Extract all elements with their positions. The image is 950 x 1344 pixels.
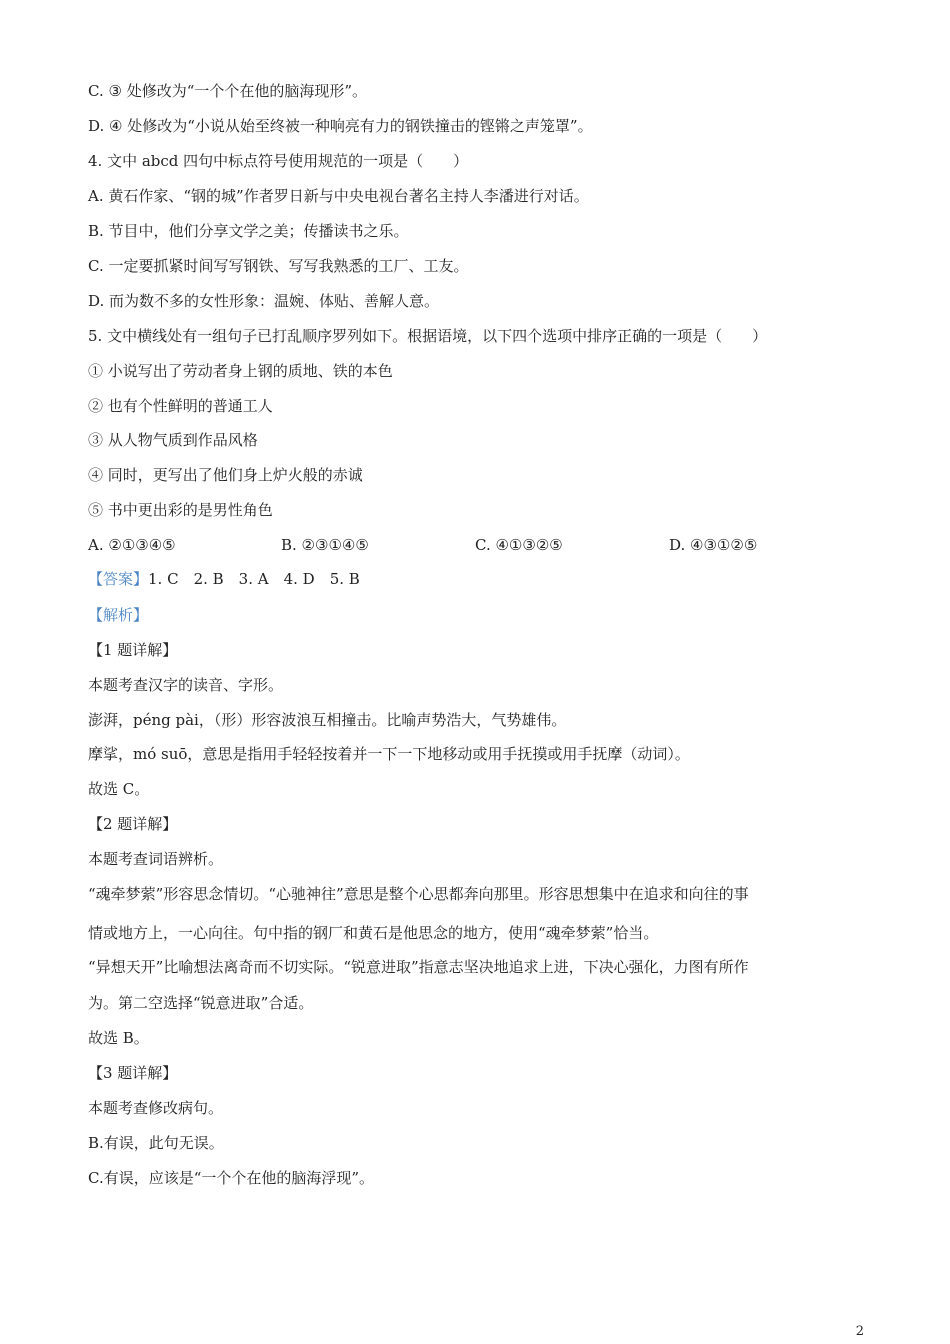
paragraph: “魂牵梦萦”形容思念情切。“心驰神往”意思是整个心思都奔向那里。形容思想集中在追求和向往的事 — [88, 885, 749, 903]
sentence-2: ② 也有个性鲜明的普通工人 — [88, 397, 273, 415]
option-3c: C. ③ 处修改为“一个个在他的脑海现形”。 — [88, 82, 368, 100]
option-5c: C. ④①③②⑤ — [475, 536, 563, 554]
paragraph: 故选 B。 — [88, 1029, 149, 1047]
paragraph: 摩挲，mó suō，意思是指用手轻轻按着并一下一下地移动或用手抚摸或用手抚摩（动词）。 — [88, 745, 690, 763]
paragraph: 澎湃，péng pài，（形）形容波浪互相撞击。比喻声势浩大，气势雄伟。 — [88, 711, 567, 729]
option-5b: B. ②③①④⑤ — [281, 536, 369, 554]
section-heading-3: 【3 题详解】 — [88, 1064, 178, 1082]
question-5: 5. 文中横线处有一组句子已打乱顺序罗列如下。根据语境，以下四个选项中排序正确的一项是（ ） — [88, 327, 768, 345]
answer-label: 【答案】 — [88, 570, 149, 588]
option-4a: A. 黄石作家、“钢的城”作者罗日新与中央电视台著名主持人李潘进行对话。 — [88, 187, 589, 205]
option-4d: D. 而为数不多的女性形象：温婉、体贴、善解人意。 — [88, 292, 440, 310]
option-4b: B. 节目中，他们分享文学之美；传播读书之乐。 — [88, 222, 409, 240]
paragraph: 本题考查汉字的读音、字形。 — [88, 676, 284, 694]
option-5a: A. ②①③④⑤ — [88, 536, 176, 554]
paragraph: 情或地方上，一心向往。句中指的钢厂和黄石是他思念的地方，使用“魂牵梦萦”恰当。 — [88, 924, 659, 942]
sentence-1: ① 小说写出了劳动者身上钢的质地、铁的本色 — [88, 362, 393, 380]
section-heading-1: 【1 题详解】 — [88, 641, 178, 659]
option-5d: D. ④③①②⑤ — [669, 536, 758, 554]
page-number: 2 — [855, 1324, 864, 1339]
section-heading-2: 【2 题详解】 — [88, 815, 178, 833]
sentence-3: ③ 从人物气质到作品风格 — [88, 431, 258, 449]
paragraph: 故选 C。 — [88, 780, 150, 798]
option-4c: C. 一定要抓紧时间写写钢铁、写写我熟悉的工厂、工友。 — [88, 257, 469, 275]
paragraph: 本题考查修改病句。 — [88, 1099, 224, 1117]
paragraph: C.有误，应该是“一个个在他的脑海浮现”。 — [88, 1169, 375, 1187]
answer-text: 1. C 2. B 3. A 4. D 5. B — [148, 570, 360, 588]
question-4: 4. 文中 abcd 四句中标点符号使用规范的一项是（ ） — [88, 152, 469, 170]
sentence-4: ④ 同时，更写出了他们身上炉火般的赤诚 — [88, 466, 363, 484]
paragraph: 本题考查词语辨析。 — [88, 850, 224, 868]
sentence-5: ⑤ 书中更出彩的是男性角色 — [88, 501, 273, 519]
analysis-label: 【解析】 — [88, 606, 149, 624]
option-3d: D. ④ 处修改为“小说从始至终被一种响亮有力的钢铁撞击的铿锵之声笼罩”。 — [88, 117, 593, 135]
paragraph: 为。第二空选择“锐意进取”合适。 — [88, 994, 314, 1012]
paragraph: “异想天开”比喻想法离奇而不切实际。“锐意进取”指意志坚决地追求上进，下决心强化，力图有所作 — [88, 958, 749, 976]
answer-line — [88, 569, 360, 589]
paragraph: B.有误，此句无误。 — [88, 1134, 224, 1152]
